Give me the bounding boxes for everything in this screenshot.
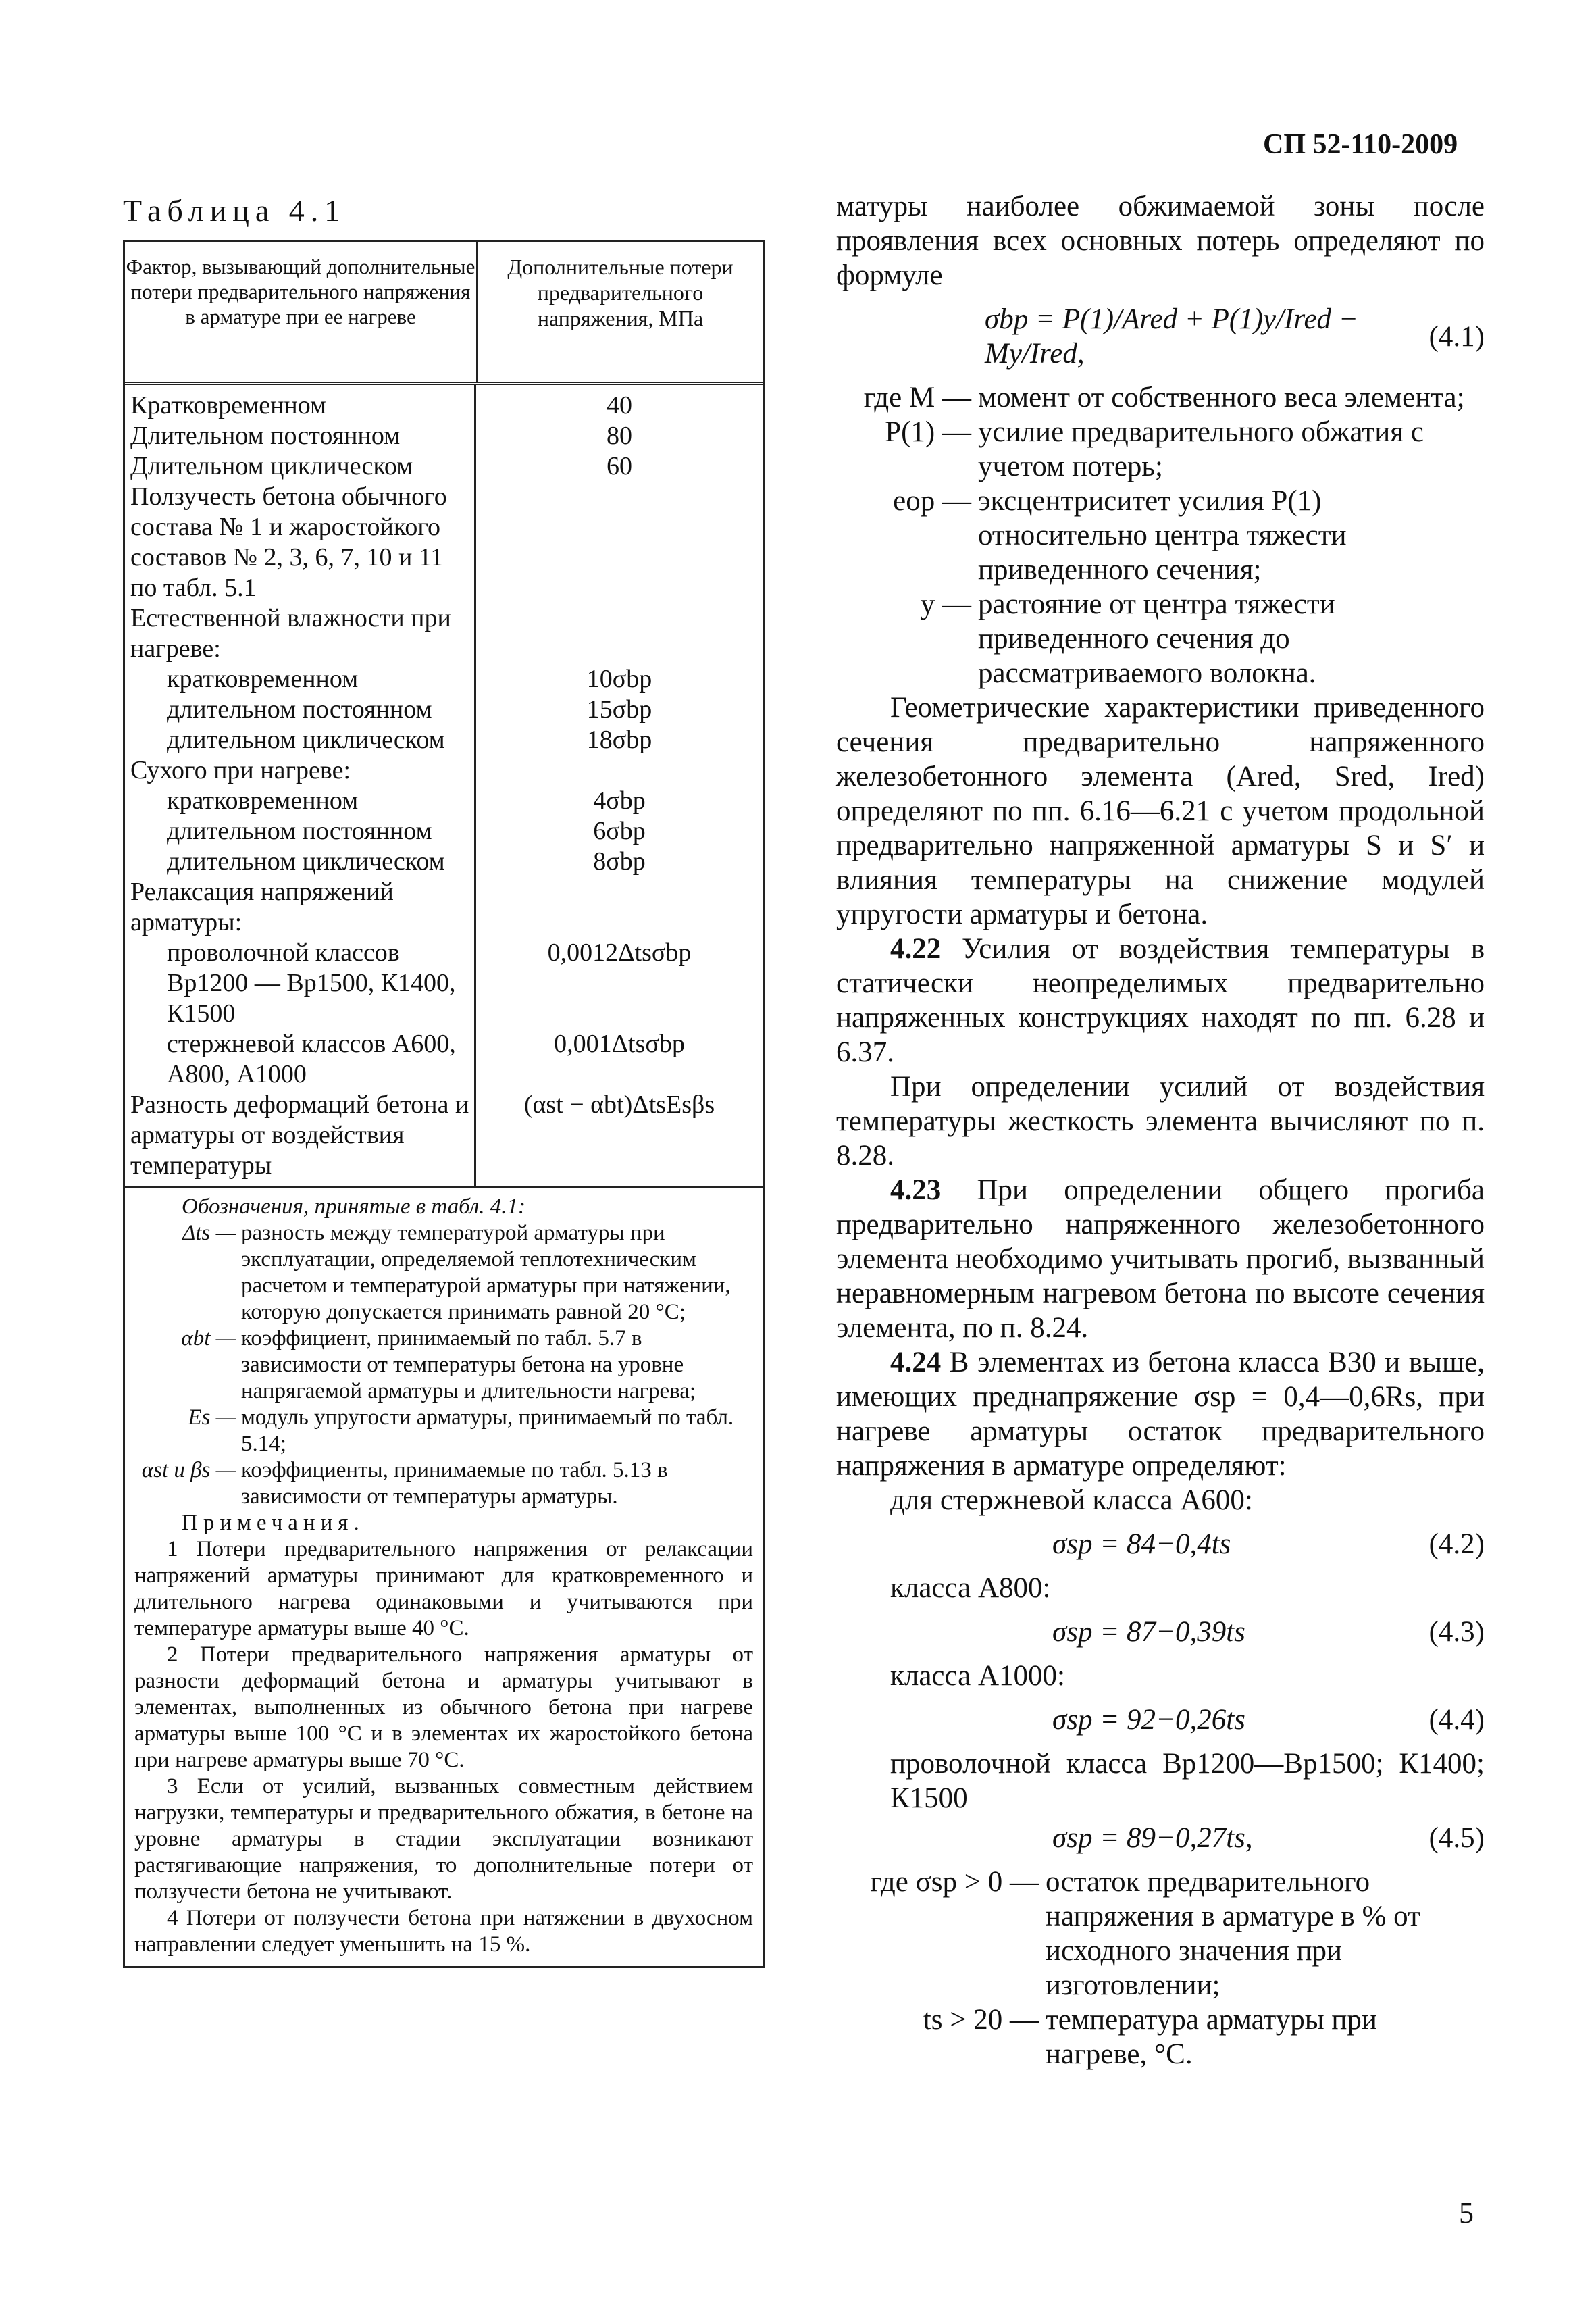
section-number: 4.24: [890, 1347, 942, 1378]
row-factor: Ползучесть бетона обычного состава № 1 и жаростойкого составов № 2, 3, 6, 7, 10 и 11 по табл. 5.1: [125, 482, 476, 603]
column-header-factor: Фактор, вызывающий дополнительные потери предварительного напряжения в арматуре при ее нагреве: [125, 242, 478, 382]
table-row: [125, 786, 763, 816]
row-loss-value: 40: [607, 391, 632, 420]
symbol-description: коэффициенты, принимаемые по табл. 5.13 в зависимости от температуры арматуры.: [241, 1458, 668, 1509]
table-row: [125, 603, 763, 664]
geometry-paragraph: Геометрические характеристики приведенного сечения предварительно напряженного железобетонного элемента (Ared, Sred, Ired) определяют по пп. 6.16—6.21 с учетом продольной предварительно напряженной арматуры S и S′ и влияния температуры на снижение модулей упругости арматуры и бетона.: [836, 692, 1485, 930]
symbol-description: коэффициент, принимаемый по табл. 5.7 в зависимости от температуры бетона на уровне напрягаемой арматуры и длительности нагрева;: [241, 1326, 696, 1403]
row-loss-value: 4σbp: [593, 786, 646, 815]
symbol: Δts —: [182, 1221, 236, 1245]
table-row: [125, 482, 763, 603]
formula-expression: σbp = P(1)/Ared + P(1)y/Ired − My/Ired,: [985, 303, 1358, 370]
remarks-title: Примечания.: [182, 1511, 365, 1535]
table-row: [125, 755, 763, 786]
symbol-item: [134, 1405, 753, 1457]
row-loss-value: [476, 603, 763, 664]
row-factor: кратковременном: [125, 664, 476, 695]
row-factor: Длительном постоянном: [125, 421, 476, 451]
where-list-2: [836, 1865, 1485, 2071]
remark: 2 Потери предварительного напряжения арматуры от разности деформаций бетона и арматуры учитывают в элементах, выполненных из обычного бетона при нагреве арматуры выше 100 °С и в элементах их жаростойкого бетона при нагреве арматуры выше 70 °С.: [134, 1642, 753, 1772]
notes-heading: Обозначения, принятые в табл. 4.1:: [182, 1194, 525, 1219]
where-symbol: где σsp > 0 —: [870, 1866, 1039, 1898]
table-body: [125, 385, 763, 1186]
row-factor: Кратковременном: [125, 385, 476, 421]
table-row: [125, 816, 763, 847]
row-loss-value: 0,001Δtsσbp: [554, 1030, 685, 1058]
row-loss-value: 8σbp: [593, 847, 646, 876]
symbol-item: [134, 1220, 753, 1326]
formula-number: (4.3): [1428, 1616, 1485, 1648]
symbol: Es —: [188, 1405, 236, 1430]
label-a600: для стержневой класса А600:: [890, 1484, 1253, 1516]
row-factor: длительном циклическом: [125, 725, 476, 755]
remarks-list: [134, 1536, 753, 1958]
row-loss-value: 60: [607, 452, 632, 480]
row-factor: Длительном циклическом: [125, 451, 476, 482]
section-4-24: [836, 1345, 1485, 1483]
where-symbol: eop —: [893, 485, 971, 517]
formula-expression: σsp = 89−0,27ts,: [1052, 1822, 1253, 1854]
row-loss-value: 6σbp: [593, 817, 646, 845]
where-item: [836, 484, 1485, 587]
table-row: [125, 938, 763, 1029]
where-list: [836, 380, 1485, 690]
row-factor: кратковременном: [125, 786, 476, 816]
row-loss-value: [476, 755, 763, 786]
formula-4-1: [985, 302, 1485, 371]
table-header: [125, 242, 763, 385]
section-text: Усилия от воздействия температуры в статически неопределимых предварительно напряженных конструкциях находят по пп. 6.28 и 6.37.: [836, 933, 1485, 1068]
row-loss-value: 10σbp: [586, 665, 652, 693]
table-row: [125, 451, 763, 482]
where-description: эксцентриситет усилия P(1) относительно центра тяжести приведенного сечения;: [978, 485, 1347, 586]
where-description: остаток предварительного напряжения в арматуре в % от исходного значения при изготовлении;: [1046, 1866, 1420, 2001]
row-loss-value: 80: [607, 422, 632, 450]
row-factor: длительном циклическом: [125, 847, 476, 877]
where-item: [836, 2003, 1485, 2071]
where-item: [836, 415, 1485, 484]
remark: 3 Если от усилий, вызванных совместным действием нагрузки, температуры и предварительного обжатия, в бетоне на уровне арматуры в стадии эксплуатации возникают растягивающие напряжения, то дополнительные потери от ползучести бетона не учитывают.: [134, 1774, 753, 1904]
row-loss-value: [476, 482, 763, 603]
remark: 1 Потери предварительного напряжения от релаксации напряжений арматуры принимают для кратковременного и длительного нагрева одинаковыми и учитываются при температуре арматуры выше 40 °С.: [134, 1537, 753, 1640]
where-description: растояние от центра тяжести приведенного сечения до рассматриваемого волокна.: [978, 588, 1335, 689]
label-a800: класса А800:: [890, 1572, 1051, 1604]
right-column: [836, 189, 1485, 2071]
formula-number: (4.2): [1428, 1528, 1485, 1560]
label-wire: проволочной класса Вр1200—Вр1500; К1400; К1500: [890, 1748, 1485, 1814]
table-row: [125, 421, 763, 451]
where-item: [836, 380, 1485, 415]
symbol-item: [134, 1457, 753, 1510]
row-loss-value: (αst − αbt)ΔtsEsβs: [523, 1090, 715, 1119]
table-4-1: [123, 240, 765, 1968]
row-loss-value: 15σbp: [586, 695, 652, 724]
where-symbol: ts > 20 —: [923, 2004, 1039, 2036]
row-factor: стержневой классов А600, А800, А1000: [125, 1029, 476, 1090]
page-number: 5: [1459, 2196, 1474, 2230]
table-row: [125, 695, 763, 725]
formula-number: (4.5): [1428, 1822, 1485, 1854]
symbol-item: [134, 1326, 753, 1405]
table-row: [125, 847, 763, 877]
formula-4-2: [1052, 1527, 1485, 1561]
where-symbol: P(1) —: [885, 416, 971, 448]
table-row: [125, 1029, 763, 1090]
formula-expression: σsp = 92−0,26ts: [1052, 1704, 1245, 1736]
section-number: 4.22: [890, 933, 942, 965]
table-row: [125, 1090, 763, 1186]
table-row: [125, 725, 763, 755]
table-row: [125, 385, 763, 421]
formula-expression: σsp = 84−0,4ts: [1052, 1528, 1231, 1560]
section-text: В элементах из бетона класса В30 и выше, имеющих преднапряжение σsp = 0,4—0,6Rs, при нагреве арматуры остаток предварительного напряжения в арматуре определяют:: [836, 1347, 1485, 1482]
where-item: [836, 1865, 1485, 2003]
formula-4-5: [1052, 1821, 1485, 1855]
row-loss-value: [476, 877, 763, 938]
section-number: 4.23: [890, 1174, 942, 1206]
table-title: Таблица 4.1: [123, 193, 346, 228]
symbol-list: [134, 1220, 753, 1510]
remark: 4 Потери от ползучести бетона при натяжении в двухосном направлении следует уменьшить на 15 %.: [134, 1906, 753, 1957]
formula-4-4: [1052, 1703, 1485, 1737]
where-symbol: y —: [920, 588, 971, 620]
row-factor: Естественной влажности при нагреве:: [125, 603, 476, 664]
where-description: температура арматуры при нагреве, °С.: [1046, 2004, 1377, 2070]
row-loss-value: 18σbp: [586, 726, 652, 754]
formula-4-3: [1052, 1615, 1485, 1649]
table-row: [125, 877, 763, 938]
symbol-description: разность между температурой арматуры при эксплуатации, определяемой теплотехническим расчетом и температурой арматуры при натяжении, которую допускается принимать равной 20 °С;: [241, 1221, 731, 1324]
section-4-22-cont: При определении усилий от воздействия температуры жесткость элемента вычисляют по п. 8.28.: [836, 1071, 1485, 1172]
where-symbol: где M —: [863, 382, 971, 413]
table-row: [125, 664, 763, 695]
row-factor: длительном постоянном: [125, 816, 476, 847]
document-code: СП 52-110-2009: [1263, 129, 1458, 160]
where-item: [836, 587, 1485, 690]
table-notes: [125, 1186, 763, 1966]
where-description: момент от собственного веса элемента;: [978, 382, 1465, 413]
section-text: При определении общего прогиба предварительно напряженного железобетонного элемента необходимо учитывать прогиб, вызванный неравномерным нагревом бетона по высоте сечения элемента, по п. 8.24.: [836, 1174, 1485, 1344]
row-loss-value: 0,0012Δtsσbp: [547, 938, 692, 967]
row-factor: проволочной классов Вр1200 — Вр1500, К1400, К1500: [125, 938, 476, 1029]
row-factor: Разность деформаций бетона и арматуры от воздействия температуры: [125, 1090, 476, 1186]
row-factor: Сухого при нагреве:: [125, 755, 476, 786]
formula-expression: σsp = 87−0,39ts: [1052, 1616, 1245, 1648]
intro-paragraph: матуры наиболее обжимаемой зоны после проявления всех основных потерь определяют по формуле: [836, 191, 1485, 291]
where-description: усилие предварительного обжатия с учетом потерь;: [978, 416, 1424, 482]
section-4-23: [836, 1173, 1485, 1345]
column-header-losses: Дополнительные потери предварительного напряжения, МПа: [507, 255, 733, 330]
symbol: αst и βs —: [141, 1458, 236, 1482]
row-factor: длительном постоянном: [125, 695, 476, 725]
left-column: [123, 240, 763, 2290]
symbol-description: модуль упругости арматуры, принимаемый по табл. 5.14;: [241, 1405, 734, 1456]
row-factor: Релаксация напряжений арматуры:: [125, 877, 476, 938]
symbol: αbt —: [181, 1326, 236, 1351]
formula-number: (4.1): [1428, 320, 1485, 353]
section-4-22: [836, 932, 1485, 1070]
label-a1000: класса А1000:: [890, 1660, 1065, 1692]
formula-number: (4.4): [1428, 1704, 1485, 1736]
